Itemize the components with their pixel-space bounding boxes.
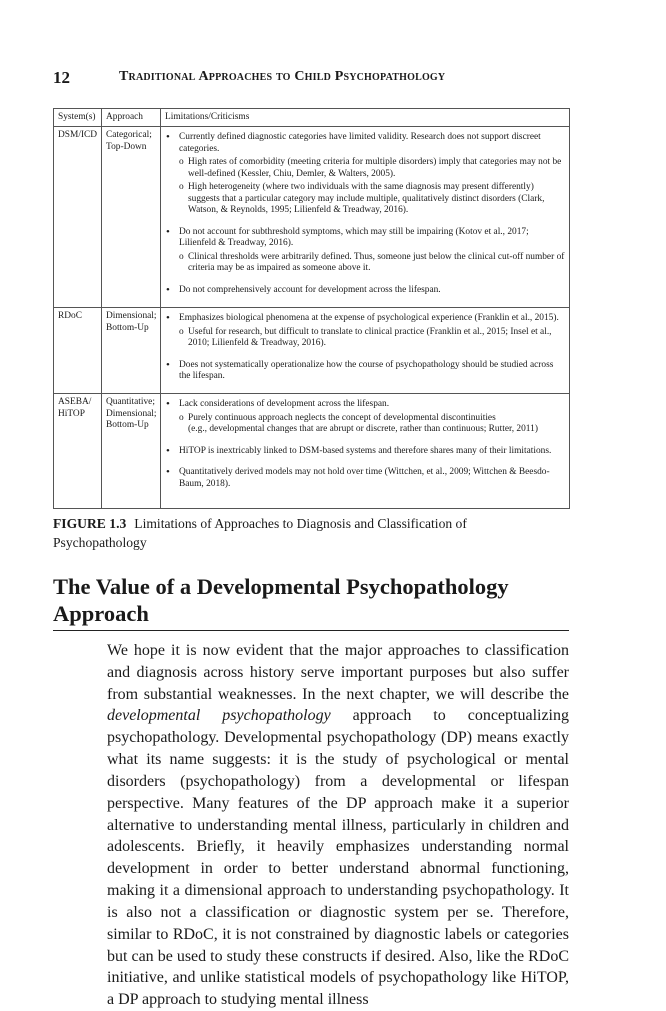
section-heading: The Value of a Developmental Psychopathology Approach bbox=[53, 573, 569, 631]
paragraph-text-start: We hope it is now evident that the major approaches to classification and diagnosis across history serve important purposes but also suffer from substantial weaknesses. In the next chapter, we will describe the bbox=[107, 642, 569, 703]
bullet-item: • Does not systematically operationalize how the course of psychopathology should be studied across the lifespan. bbox=[165, 360, 565, 383]
table-row bbox=[54, 127, 570, 308]
figure-caption-text: Limitations of Approaches to Diagnosis and Classification of Psychopathology bbox=[53, 516, 467, 551]
bullet-item: • Do not comprehensively account for development across the lifespan. bbox=[165, 285, 565, 296]
bullet-item: • Currently defined diagnostic categories have limited validity. Research does not support discreet categories. bbox=[165, 132, 565, 155]
bullet-item: • Quantitatively derived models may not hold over time (Wittchen, et al., 2009; Wittchen & Beesdo-Baum, 2018). bbox=[165, 467, 565, 490]
approach-cell: Dimensional; Bottom-Up bbox=[102, 308, 161, 394]
table-row bbox=[54, 308, 570, 394]
system-cell: ASEBA/ HiTOP bbox=[54, 394, 102, 509]
sub-bullet-line: o Purely continuous approach neglects the concept of developmental discontinuities bbox=[188, 412, 496, 423]
column-header-systems: System(s) bbox=[54, 109, 102, 127]
body-paragraph bbox=[107, 640, 569, 1011]
approach-cell: Quantitative; Dimensional; Bottom-Up bbox=[102, 394, 161, 509]
approach-cell: Categorical; Top-Down bbox=[102, 127, 161, 308]
limitations-cell bbox=[161, 394, 570, 509]
paragraph-italic-term: developmental psychopathology bbox=[107, 707, 331, 725]
bullet-item: • Do not account for subthreshold symptoms, which may still be impairing (Kotov et al., 2017; Lilienfeld & Treadway, 2016). bbox=[165, 227, 565, 250]
table-header-row bbox=[54, 109, 570, 127]
sub-bullet-item: o High rates of comorbidity (meeting criteria for multiple disorders) imply that categories may not be well-defined (Kessler, Chiu, Demler, & Walters, 2005). bbox=[165, 157, 565, 180]
limitations-table bbox=[53, 108, 570, 509]
paragraph-text-rest: approach to conceptualizing psychopathology. Developmental psychopathology (DP) means exactly what its name suggests: it is the study of psychological or mental disorders (psychopathology) from a developmental or lifespan perspective. Many features of the DP approach make it a superior alternative to understanding mental illness, particularly in children and adolescents. Briefly, it heavily emphasizes understanding normal development in order to better understand abnormal functioning, making it a dimensional approach to understanding psychopathology. It is also not a classification or diagnostic system per se. Therefore, similar to RDoC, it is not constrained by diagnostic labels or categories but can be used to study these constructs if desired. Also, like the RDoC initiative, and unlike statistical models of psychopathology like HiTOP, a DP approach to studying mental illness bbox=[107, 707, 569, 1009]
table-row bbox=[54, 394, 570, 509]
bullet-item: • HiTOP is inextricably linked to DSM-based systems and therefore shares many of their limitations. bbox=[165, 446, 565, 457]
sub-bullet-line: (e.g., developmental changes that are abrupt or discrete, rather than continuous; Rutter, 2011) bbox=[188, 424, 538, 435]
sub-bullet-item: o Clinical thresholds were arbitrarily defined. Thus, someone just below the clinical cut-off number of criteria may be as impaired as someone above it. bbox=[165, 252, 565, 275]
column-header-approach: Approach bbox=[102, 109, 161, 127]
figure-caption bbox=[53, 514, 553, 552]
system-cell: DSM/ICD bbox=[54, 127, 102, 308]
sub-bullet-item bbox=[165, 413, 565, 436]
limitations-cell bbox=[161, 127, 570, 308]
page-number: 12 bbox=[53, 68, 70, 87]
figure-label: FIGURE 1.3 bbox=[53, 516, 127, 531]
bullet-item: • Emphasizes biological phenomena at the expense of psychological experience (Franklin et al., 2015). bbox=[165, 313, 565, 324]
system-cell: RDoC bbox=[54, 308, 102, 394]
column-header-limitations: Limitations/Criticisms bbox=[161, 109, 570, 127]
running-title: Traditional Approaches to Child Psychopathology bbox=[119, 69, 446, 84]
page-header bbox=[53, 68, 613, 86]
bullet-item: • Lack considerations of development across the lifespan. bbox=[165, 399, 565, 410]
sub-bullet-item: o High heterogeneity (where two individuals with the same diagnosis may present differently) suggests that a particular category may include multiple, qualitatively distinct disorders (Clark, Watson, & Reynolds, 1995; Lilienfeld & Treadway, 2016). bbox=[165, 182, 565, 216]
limitations-cell bbox=[161, 308, 570, 394]
sub-bullet-item: o Useful for research, but difficult to translate to clinical practice (Franklin et al., 2015; Insel et al., 2010; Lilienfeld & Treadway, 2016). bbox=[165, 327, 565, 350]
